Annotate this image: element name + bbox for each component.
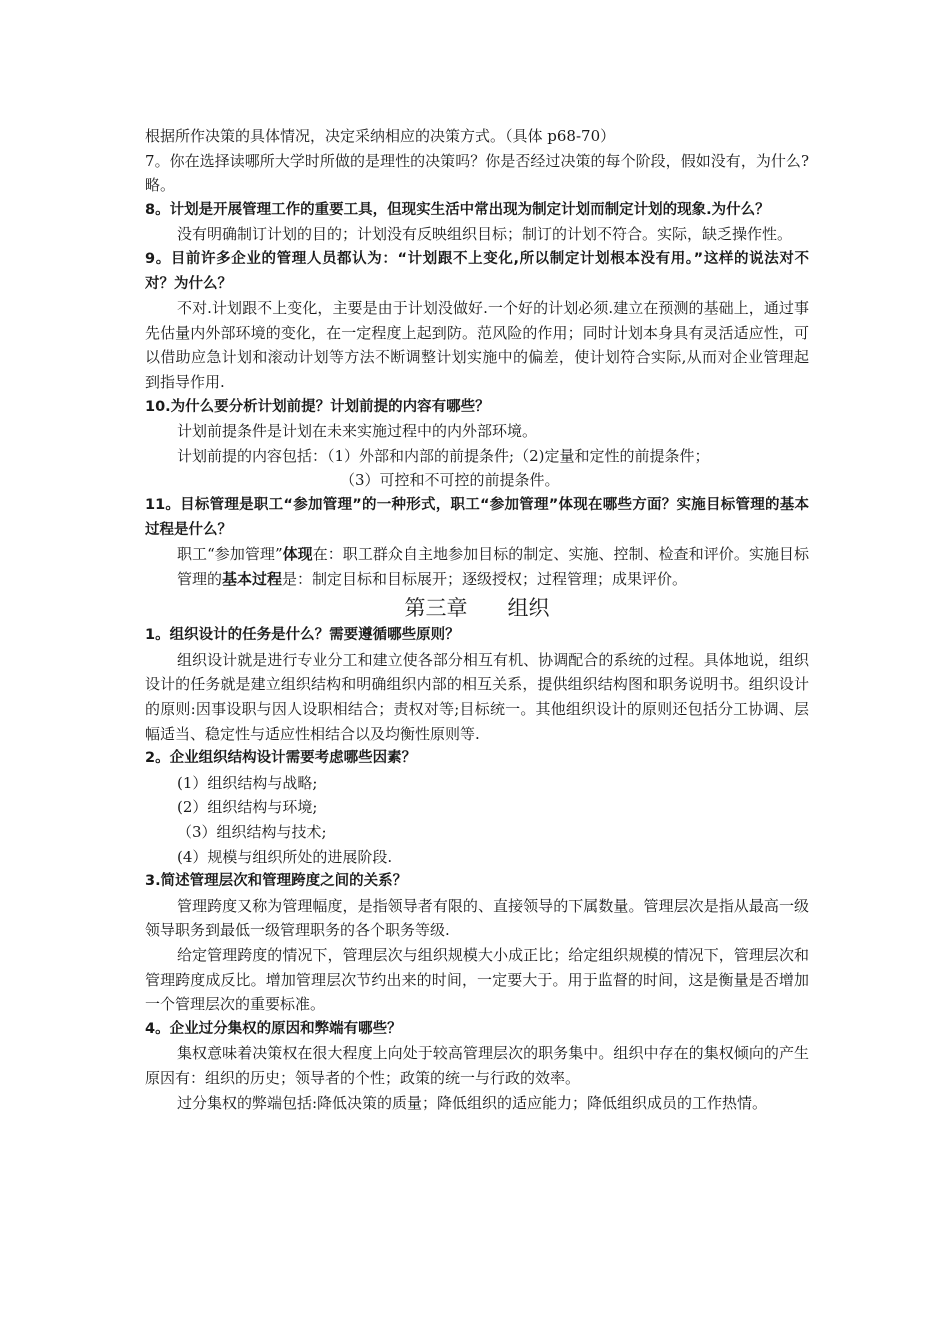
- chapter-title: 第三章 组织: [404, 596, 550, 621]
- chapter3-question-2: 2。企业组织结构设计需要考虑哪些因素？: [145, 750, 417, 767]
- chapter3-answer-2-item-1: (1）组织结构与战略;: [177, 773, 318, 792]
- answer-10-line-3: （3）可控和不可控的前提条件。: [340, 471, 560, 490]
- question-11-heading: 11。目标管理是职工“参加管理”的一种形式，职工“参加管理”体现在哪些方面？实施目标管理的基本过程是什么？: [145, 496, 809, 538]
- chapter3-answer-2-item-2: (2）组织结构与环境;: [177, 798, 318, 817]
- answer-11-part-2: 在：职工群众自主地参加目标的制定、实施、控制、检查和评价。实施目标管理的: [177, 545, 809, 588]
- document-page: [145, 124, 809, 1115]
- answer-11: [145, 542, 809, 591]
- question-9-heading: 9。目前许多企业的管理人员都认为：“计划跟不上变化,所以制定计划根本没有用。”这样的说法对不对？为什么？: [145, 250, 809, 292]
- chapter3-answer-2-item-3: （3）组织结构与技术;: [177, 823, 327, 842]
- chapter3-question-4: 4。企业过分集权的原因和弊端有哪些？: [145, 1020, 402, 1037]
- answer-11-part-3: 是：制定目标和目标展开；逐级授权；过程管理；成果评价。: [282, 569, 688, 588]
- answer-8: 没有明确制订计划的目的；计划没有反映组织目标；制订的计划不符合。实际，缺乏操作性。: [177, 225, 793, 244]
- answer-11-emphasis-1: 体现: [282, 545, 313, 564]
- answer-10-line-2: 计划前提的内容包括：（1）外部和内部的前提条件;（2)定量和定性的前提条件；: [177, 446, 710, 465]
- paragraph-decision-method: 根据所作决策的具体情况，决定采纳相应的决策方式。（具体 p68-70）: [145, 127, 616, 145]
- chapter3-answer-3-para-2: 给定管理跨度的情况下，管理层次与组织规模大小成正比；给定组织规模的情况下，管理层次和管理跨度成反比。增加管理层次节约出来的时间，一定要大于。用于监督的时间，这是衡量是否增加一个管理层次的重要标准。: [145, 946, 809, 1014]
- question-7: 7。你在选择读哪所大学时所做的是理性的决策吗？你是否经过决策的每个阶段，假如没有，为什么?略。: [145, 151, 809, 195]
- question-10-heading: 10.为什么要分析计划前提？计划前提的内容有哪些？: [145, 398, 490, 415]
- chapter3-answer-1: 组织设计就是进行专业分工和建立使各部分相互有机、协调配合的系统的过程。具体地说，组织设计的任务就是建立组织结构和明确组织内部的相互关系，提供组织结构图和职务说明书。组织设计的原则:因事设职与因人设职相结合；责权对等;目标统一。其他组织设计的原则还包括分工协调、层幅适当、稳定性与适应性相结合以及均衡性原则等.: [145, 650, 809, 743]
- answer-11-emphasis-2: 基本过程: [222, 569, 283, 588]
- chapter3-question-1: 1。组织设计的任务是什么？需要遵循哪些原则？: [145, 627, 460, 644]
- chapter3-question-3: 3.简述管理层次和管理跨度之间的关系？: [145, 873, 408, 890]
- chapter3-answer-4-para-2: 过分集权的弊端包括:降低决策的质量；降低组织的适应能力；降低组织成员的工作热情。: [177, 1093, 768, 1112]
- answer-11-part-1: 职工“参加管理”: [177, 545, 283, 564]
- chapter3-answer-4-para-1: 集权意味着决策权在很大程度上向处于较高管理层次的职务集中。组织中存在的集权倾向的产生原因有：组织的历史；领导者的个性；政策的统一与行政的效率。: [145, 1044, 809, 1087]
- chapter3-answer-3-para-1: 管理跨度又称为管理幅度，是指领导者有限的、直接领导的下属数量。管理层次是指从最高一级领导职务到最低一级管理职务的各个职务等级.: [145, 896, 809, 940]
- answer-9: 不对.计划跟不上变化，主要是由于计划没做好.一个好的计划必须.建立在预测的基础上，通过事先估量内外部环境的变化，在一定程度上起到防。范风险的作用；同时计划本身具有灵活适应性，可以借助应急计划和滚动计划等方法不断调整计划实施中的偏差，使计划符合实际,从而对企业管理起到指导作用.: [145, 299, 809, 391]
- chapter3-answer-2-item-4: (4）规模与组织所处的进展阶段.: [177, 847, 393, 866]
- question-8-heading: 8。计划是开展管理工作的重要工具，但现实生活中常出现为制定计划而制定计划的现象.为什么？: [145, 201, 770, 218]
- answer-10-line-1: 计划前提条件是计划在未来实施过程中的内外部环境。: [177, 422, 538, 441]
